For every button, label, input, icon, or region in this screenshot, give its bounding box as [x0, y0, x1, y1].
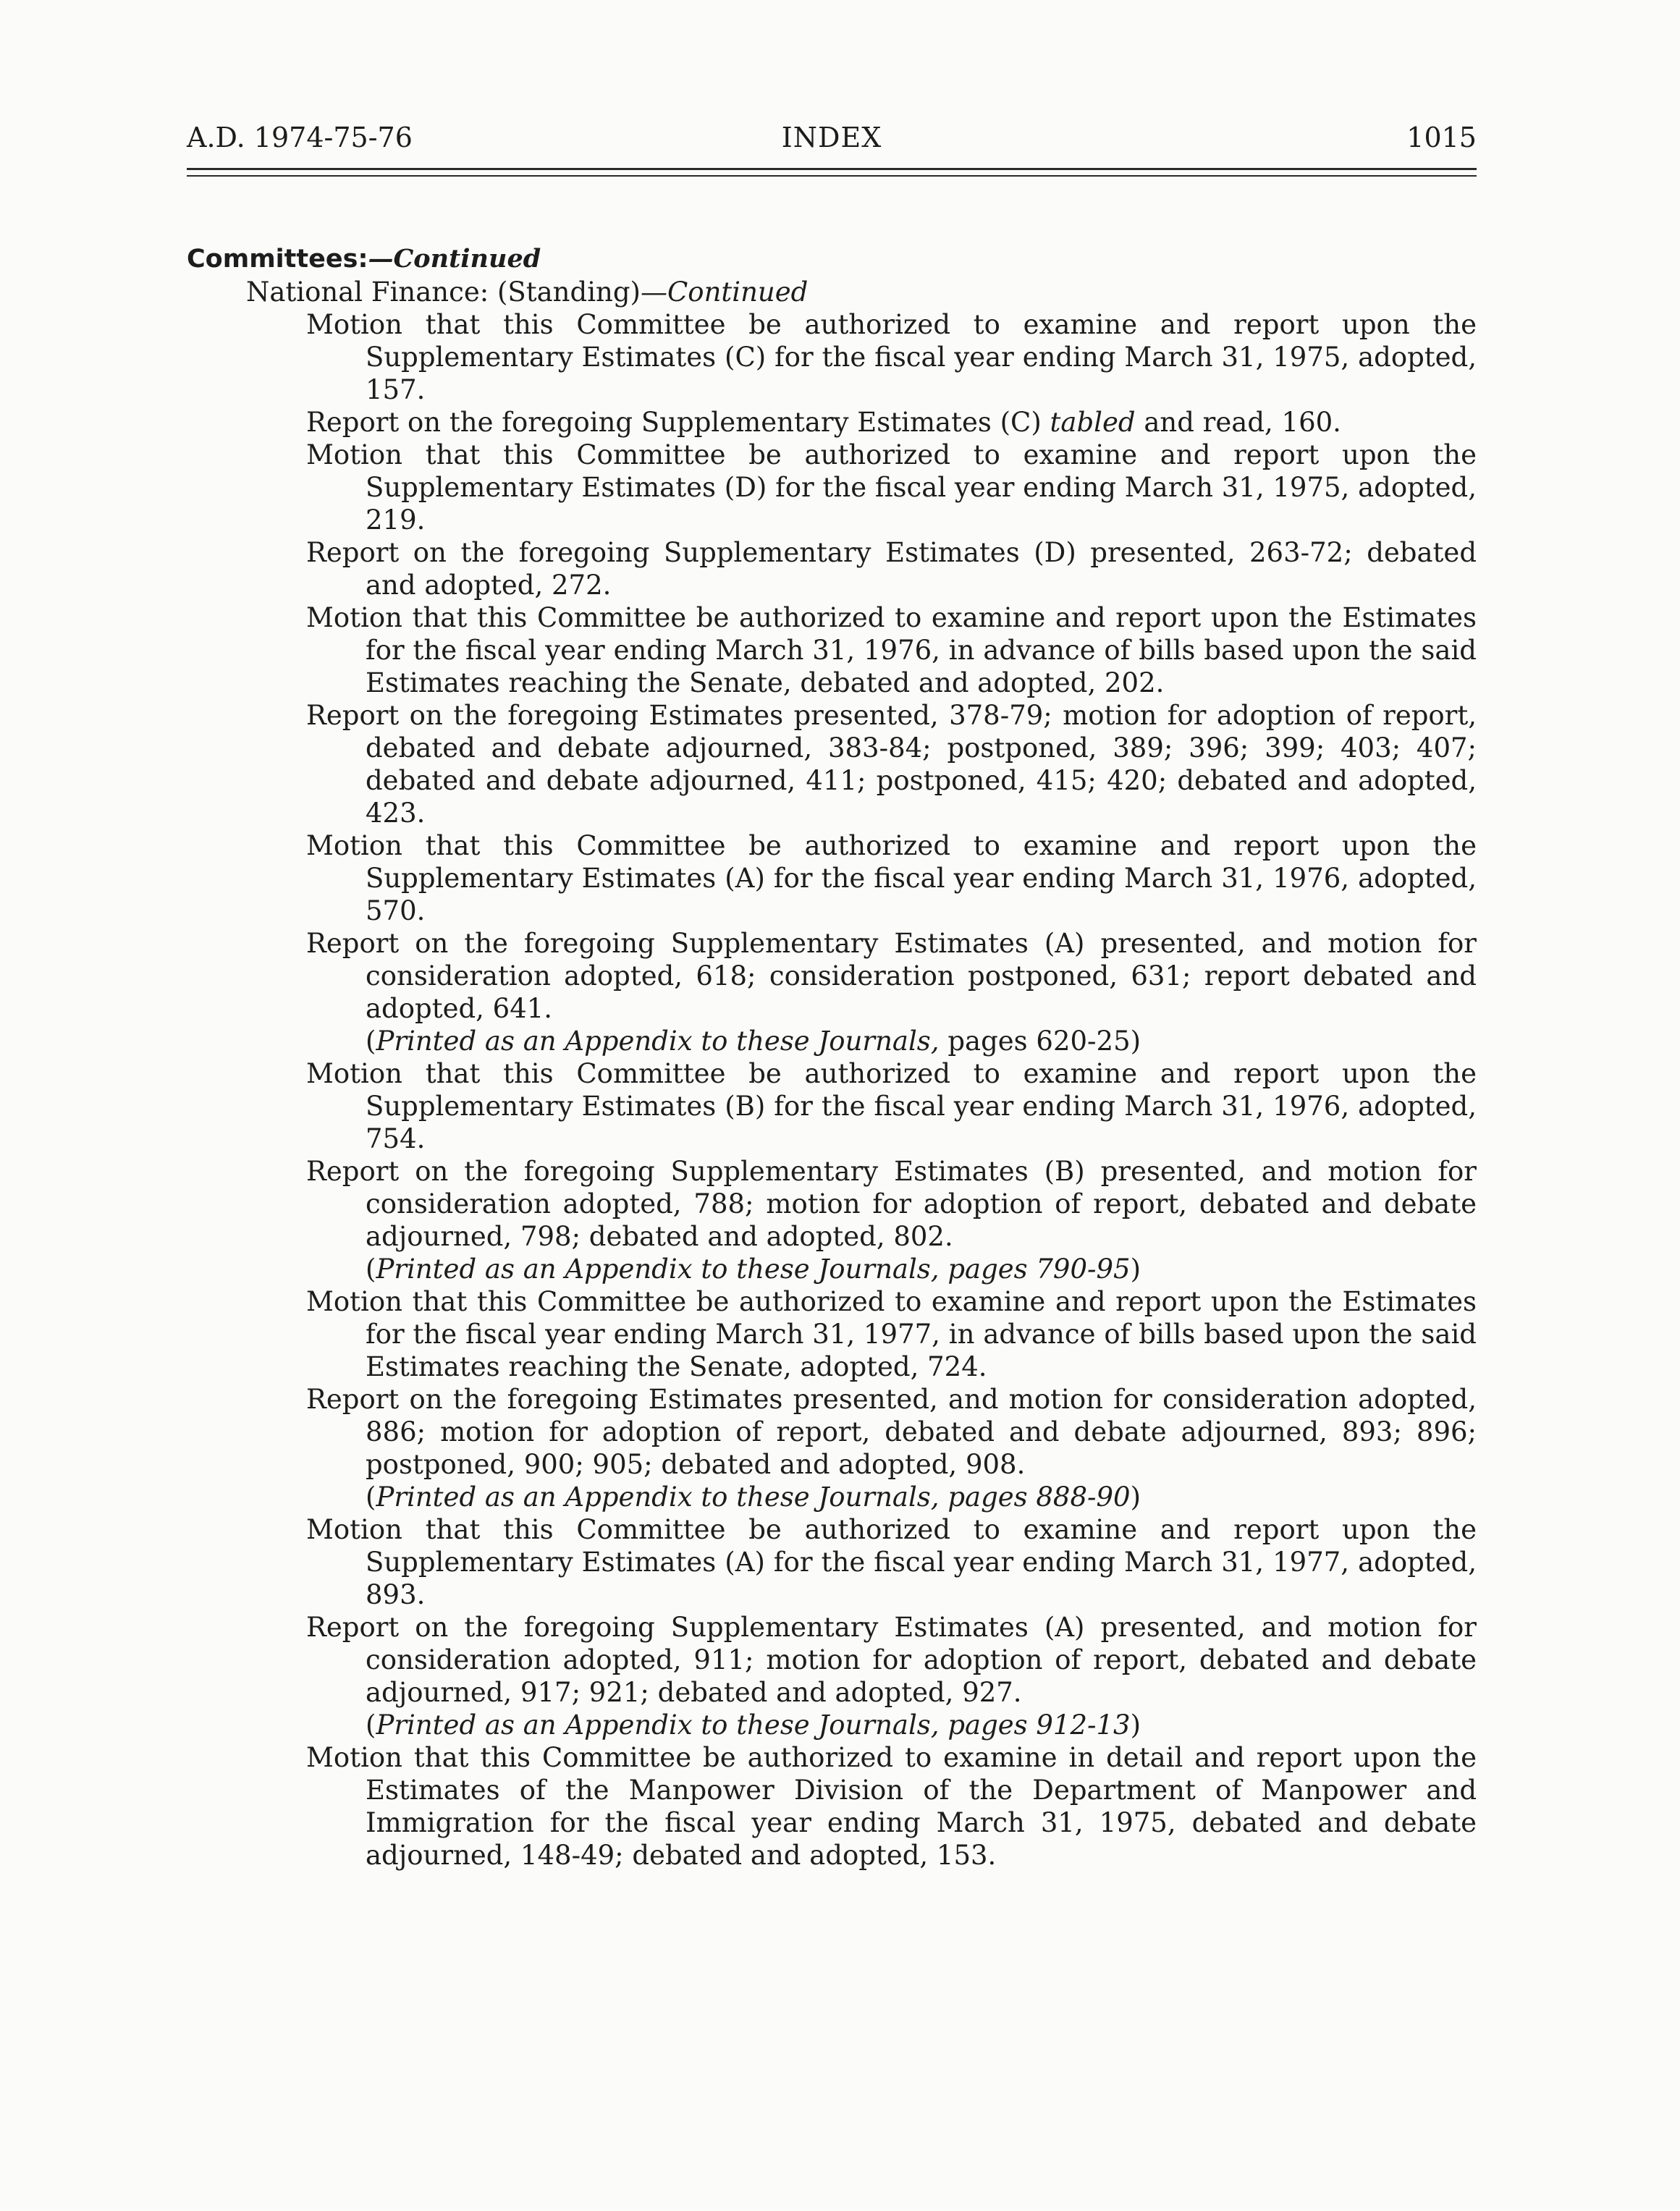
- header-rule-thin: [187, 175, 1477, 177]
- index-entry: Motion that this Committee be authorized to examine in detail and report upon the Estimates of the Manpower Division of the Department of Manpower and Immigration for the fiscal year ending March 31, 1975, debated and debate adjourned, 148-49; debated and adopted, 153.: [306, 1742, 1477, 1871]
- entry-text-tail: and read, 160.: [1135, 407, 1341, 438]
- entry-text: Report on the foregoing Supplementary Estimates (C): [306, 407, 1050, 438]
- note-open-paren: (: [366, 1709, 376, 1741]
- page-number: 1015: [1406, 122, 1477, 153]
- appendix-note: [366, 1025, 1477, 1057]
- index-entry: Motion that this Committee be authorized to examine and report upon the Supplementary Estimates (B) for the fiscal year ending March 31, 1976, adopted, 754.: [306, 1058, 1477, 1154]
- note-tail-text: ): [1130, 1254, 1141, 1285]
- index-entry: Report on the foregoing Estimates presented, and motion for consideration adopted, 886; motion for adoption of report, debated and debate adjourned, 893; 896; postponed, 900; 905; debated and adopted, 908.: [306, 1384, 1477, 1480]
- note-open-paren: (: [366, 1481, 376, 1513]
- index-entry: Motion that this Committee be authorized to examine and report upon the Supplementary Estimates (D) for the fiscal year ending March 31, 1975, adopted, 219.: [306, 439, 1477, 536]
- index-entry: Motion that this Committee be authorized to examine and report upon the Supplementary Estimates (A) for the fiscal year ending March 31, 1976, adopted, 570.: [306, 830, 1477, 926]
- note-open-paren: (: [366, 1026, 376, 1057]
- header-years: A.D. 1974-75-76: [187, 122, 413, 153]
- appendix-note: [366, 1709, 1477, 1741]
- note-italic-text: Printed as an Appendix to these Journals, pages 790-95: [376, 1254, 1131, 1285]
- running-header: [187, 122, 1477, 165]
- index-content: [187, 242, 1477, 1872]
- index-entry: Motion that this Committee be authorized to examine and report upon the Supplementary Estimates (C) for the fiscal year ending March 31, 1975, adopted, 157.: [306, 309, 1477, 405]
- index-entry: Report on the foregoing Supplementary Estimates (A) presented, and motion for consideration adopted, 911; motion for adoption of report, debated and debate adjourned, 917; 921; debated and adopted, 927.: [306, 1612, 1477, 1708]
- index-entry: Motion that this Committee be authorized to examine and report upon the Estimates for the fiscal year ending March 31, 1976, in advance of bills based upon the said Estimates reaching the Senate, debated and adopted, 202.: [306, 602, 1477, 698]
- header-rule-thick: [187, 168, 1477, 170]
- note-tail-text: ): [1130, 1709, 1141, 1741]
- note-tail-text: ): [1130, 1481, 1141, 1513]
- index-entry: Report on the foregoing Estimates presented, 378-79; motion for adoption of report, debated and debate adjourned, 383-84; postponed, 389; 396; 399; 403; 407; debated and debate adjourned, 411; postponed, 415; 420; debated and adopted, 423.: [306, 700, 1477, 829]
- entry-italic-text: tabled: [1050, 407, 1136, 438]
- index-entries: [187, 308, 1477, 1872]
- header-title: INDEX: [781, 122, 882, 153]
- subheading-main: National Finance: (Standing): [246, 276, 641, 308]
- heading-continued: —Continued: [368, 244, 541, 274]
- index-entry: [306, 406, 1477, 439]
- note-italic-text: Printed as an Appendix to these Journals, pages 888-90: [376, 1481, 1131, 1513]
- index-entry: Report on the foregoing Supplementary Estimates (D) presented, 263-72; debated and adopted, 272.: [306, 537, 1477, 601]
- subheading-continued: —Continued: [640, 276, 809, 308]
- note-tail-text: pages 620-25): [939, 1026, 1141, 1057]
- index-entry: Report on the foregoing Supplementary Estimates (B) presented, and motion for consideration adopted, 788; motion for adoption of report, debated and debate adjourned, 798; debated and adopted, 802.: [306, 1156, 1477, 1252]
- index-entry: Motion that this Committee be authorized to examine and report upon the Supplementary Estimates (A) for the fiscal year ending March 31, 1977, adopted, 893.: [306, 1514, 1477, 1610]
- note-open-paren: (: [366, 1254, 376, 1285]
- appendix-note: [366, 1253, 1477, 1285]
- index-entry: Report on the foregoing Supplementary Estimates (A) presented, and motion for consideration adopted, 618; consideration postponed, 631; report debated and adopted, 641.: [306, 928, 1477, 1024]
- appendix-note: [366, 1481, 1477, 1513]
- index-heading: [187, 242, 1477, 276]
- index-entry: Motion that this Committee be authorized to examine and report upon the Estimates for the fiscal year ending March 31, 1977, in advance of bills based upon the said Estimates reaching the Senate, adopted, 724.: [306, 1286, 1477, 1382]
- note-italic-text: Printed as an Appendix to these Journals, pages 912-13: [376, 1709, 1131, 1741]
- heading-main: Committees:: [187, 245, 368, 274]
- note-italic-text: Printed as an Appendix to these Journals,: [376, 1026, 940, 1057]
- index-subheading: [246, 276, 1477, 308]
